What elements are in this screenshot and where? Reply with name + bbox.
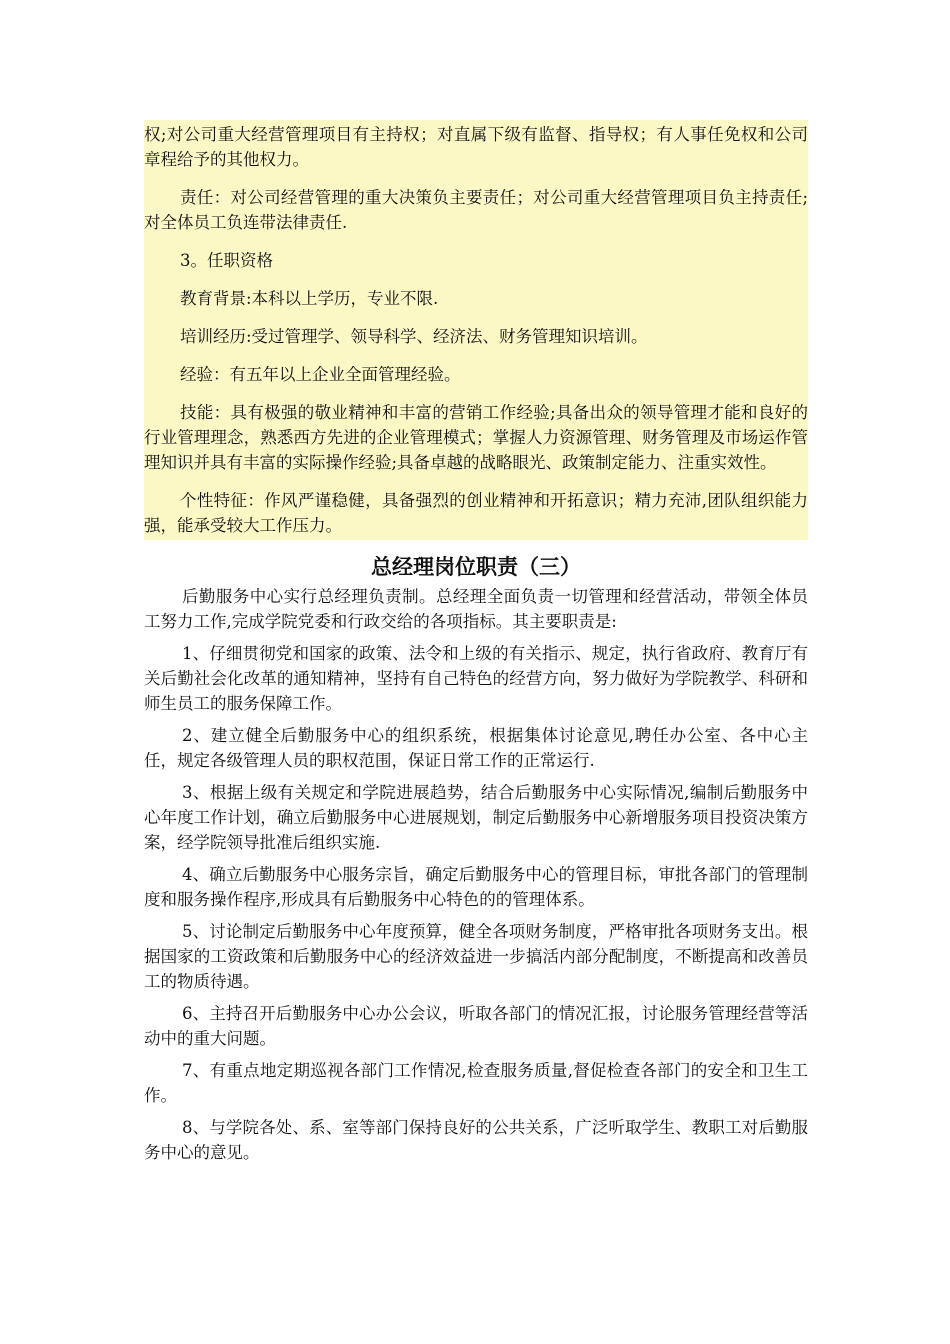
paragraph-experience: 经验：有五年以上企业全面管理经验。 <box>180 365 461 384</box>
list-item: 3、根据上级有关规定和学院进展趋势，结合后勤服务中心实际情况,编制后勤服务中心年度工作计划，确立后勤服务中心进展规划，制定后勤服务中心新增服务项目投资决策方案，经学院领导批准后组织实施. <box>144 783 808 852</box>
list-item: 4、确立后勤服务中心服务宗旨，确定后勤服务中心的管理目标，审批各部门的管理制度和服务操作程序,形成具有后勤服务中心特色的的管理体系。 <box>144 865 808 909</box>
list-item: 2、建立健全后勤服务中心的组织系统，根据集体讨论意见,聘任办公室、各中心主任，规定各级管理人员的职权范围，保证日常工作的正常运行. <box>144 726 808 770</box>
section-body <box>144 584 808 1165</box>
paragraph-qualifications-heading: 3。任职资格 <box>180 251 273 270</box>
paragraph-training: 培训经历:受过管理学、领导科学、经济法、财务管理知识培训。 <box>180 327 648 346</box>
list-item: 8、与学院各处、系、室等部门保持良好的公共关系，广泛听取学生、教职工对后勤服务中心的意见。 <box>144 1118 808 1162</box>
paragraph-authority: 权;对公司重大经营管理项目有主持权；对直属下级有监督、指导权；有人事任免权和公司章程给予的其他权力。 <box>144 125 808 169</box>
paragraph-skills: 技能：具有极强的敬业精神和丰富的营销工作经验;具备出众的领导管理才能和良好的行业管理理念，熟悉西方先进的企业管理模式；掌握人力资源管理、财务管理及市场运作管理知识并具有丰富的实际操作经验;具备卓越的战略眼光、政策制定能力、注重实效性。 <box>144 403 808 472</box>
paragraph-responsibility: 责任：对公司经营管理的重大决策负主要责任；对公司重大经营管理项目负主持责任;对全体员工负连带法律责任. <box>144 188 808 232</box>
paragraph-personality: 个性特征：作风严谨稳健，具备强烈的创业精神和开拓意识；精力充沛,团队组织能力强，能承受较大工作压力。 <box>144 491 808 535</box>
highlighted-passage <box>144 120 808 540</box>
paragraph-education: 教育背景:本科以上学历，专业不限. <box>180 289 439 308</box>
list-item: 1、仔细贯彻党和国家的政策、法令和上级的有关指示、规定，执行省政府、教育厅有关后勤社会化改革的通知精神，坚持有自己特色的经营方向，努力做好为学院教学、科研和师生员工的服务保障工作。 <box>144 644 808 713</box>
document-page <box>144 120 808 1172</box>
section-intro: 后勤服务中心实行总经理负责制。总经理全面负责一切管理和经营活动，带领全体员工努力工作,完成学院党委和行政交给的各项指标。其主要职责是: <box>144 587 808 631</box>
section-title: 总经理岗位职责（三） <box>371 555 581 579</box>
list-item: 6、主持召开后勤服务中心办公会议，听取各部门的情况汇报，讨论服务管理经营等活动中的重大问题。 <box>144 1004 808 1048</box>
list-item: 5、讨论制定后勤服务中心年度预算，健全各项财务制度，严格审批各项财务支出。根据国家的工资政策和后勤服务中心的经济效益进一步搞活内部分配制度，不断提高和改善员工的物质待遇。 <box>144 922 808 991</box>
list-item: 7、有重点地定期巡视各部门工作情况,检查服务质量,督促检查各部门的安全和卫生工作。 <box>144 1061 808 1105</box>
